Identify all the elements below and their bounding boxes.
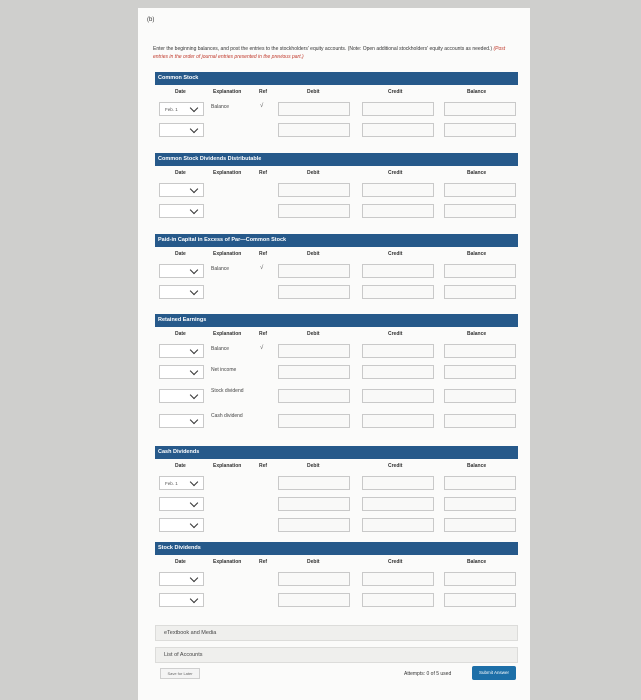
column-header-balance: Balance bbox=[467, 331, 487, 337]
balance-input[interactable] bbox=[444, 123, 516, 137]
column-header-date: Date bbox=[175, 463, 186, 469]
credit-input[interactable] bbox=[362, 572, 434, 586]
ledger-row bbox=[155, 99, 518, 120]
column-header-ref: Ref bbox=[259, 463, 268, 469]
column-header-explanation: Explanation bbox=[213, 559, 242, 565]
chevron-down-icon bbox=[190, 574, 198, 582]
ref-checkmark: √ bbox=[260, 103, 264, 109]
debit-input[interactable] bbox=[278, 593, 350, 607]
chevron-down-icon bbox=[190, 595, 198, 603]
date-select[interactable] bbox=[159, 497, 204, 511]
ref-checkmark: √ bbox=[260, 265, 264, 271]
column-header-explanation: Explanation bbox=[213, 331, 242, 337]
chevron-down-icon bbox=[190, 391, 198, 399]
column-headers bbox=[155, 327, 518, 341]
instructions-text: Enter the beginning balances, and post the entries to the stockholders' equity accounts. (Note: Open additional stockholders' equity accounts as needed.) bbox=[153, 46, 493, 52]
instructions bbox=[153, 45, 515, 61]
debit-input[interactable] bbox=[278, 285, 350, 299]
credit-input[interactable] bbox=[362, 365, 434, 379]
date-select[interactable] bbox=[159, 285, 204, 299]
column-header-date: Date bbox=[175, 559, 186, 565]
chevron-down-icon bbox=[190, 266, 198, 274]
date-select[interactable] bbox=[159, 183, 204, 197]
date-select[interactable] bbox=[159, 389, 204, 403]
date-select[interactable] bbox=[159, 204, 204, 218]
column-header-balance: Balance bbox=[467, 559, 487, 565]
balance-input[interactable] bbox=[444, 593, 516, 607]
date-select[interactable] bbox=[159, 102, 204, 116]
credit-input[interactable] bbox=[362, 497, 434, 511]
ledger-row bbox=[155, 494, 518, 515]
debit-input[interactable] bbox=[278, 414, 350, 428]
account-title: Paid-in Capital in Excess of Par—Common Stock bbox=[155, 234, 518, 247]
explanation-text: Stock dividend bbox=[211, 388, 244, 394]
chevron-down-icon bbox=[190, 104, 198, 112]
column-header-balance: Balance bbox=[467, 170, 487, 176]
account-section bbox=[155, 234, 518, 303]
column-header-debit: Debit bbox=[307, 463, 320, 469]
submit-answer-button[interactable]: Submit Answer bbox=[472, 666, 516, 680]
balance-input[interactable] bbox=[444, 476, 516, 490]
question-panel bbox=[138, 8, 530, 700]
account-title: Common Stock Dividends Distributable bbox=[155, 153, 518, 166]
column-header-explanation: Explanation bbox=[213, 463, 242, 469]
date-select[interactable] bbox=[159, 518, 204, 532]
chevron-down-icon bbox=[190, 287, 198, 295]
ledger-row bbox=[155, 261, 518, 282]
debit-input[interactable] bbox=[278, 497, 350, 511]
debit-input[interactable] bbox=[278, 476, 350, 490]
column-header-date: Date bbox=[175, 89, 186, 95]
column-header-date: Date bbox=[175, 331, 186, 337]
column-header-credit: Credit bbox=[388, 559, 403, 565]
date-select[interactable] bbox=[159, 572, 204, 586]
debit-input[interactable] bbox=[278, 389, 350, 403]
column-header-balance: Balance bbox=[467, 89, 487, 95]
column-header-explanation: Explanation bbox=[213, 251, 242, 257]
column-header-explanation: Explanation bbox=[213, 89, 242, 95]
column-headers bbox=[155, 555, 518, 569]
save-for-later-button[interactable]: Save for Later bbox=[160, 668, 200, 679]
ledger-row bbox=[155, 569, 518, 590]
account-section bbox=[155, 314, 518, 433]
column-header-credit: Credit bbox=[388, 89, 403, 95]
instructions-note: (Post entries in the order of journal entries presented in the previous part.) bbox=[153, 46, 506, 60]
column-header-ref: Ref bbox=[259, 89, 268, 95]
chevron-down-icon bbox=[190, 206, 198, 214]
column-header-date: Date bbox=[175, 170, 186, 176]
ledger-row bbox=[155, 362, 518, 383]
account-section bbox=[155, 153, 518, 222]
ledger-row bbox=[155, 383, 518, 408]
chevron-down-icon bbox=[190, 478, 198, 486]
column-header-balance: Balance bbox=[467, 463, 487, 469]
ledger-row bbox=[155, 282, 518, 303]
column-headers bbox=[155, 166, 518, 180]
credit-input[interactable] bbox=[362, 102, 434, 116]
credit-input[interactable] bbox=[362, 593, 434, 607]
credit-input[interactable] bbox=[362, 183, 434, 197]
date-value: Feb. 1 bbox=[165, 107, 178, 112]
column-header-debit: Debit bbox=[307, 251, 320, 257]
explanation-text: Balance bbox=[211, 104, 230, 110]
chevron-down-icon bbox=[190, 499, 198, 507]
column-header-credit: Credit bbox=[388, 331, 403, 337]
debit-input[interactable] bbox=[278, 365, 350, 379]
debit-input[interactable] bbox=[278, 344, 350, 358]
date-select[interactable] bbox=[159, 123, 204, 137]
ledger-row bbox=[155, 473, 518, 494]
ledger-row bbox=[155, 515, 518, 536]
date-select[interactable] bbox=[159, 593, 204, 607]
column-header-credit: Credit bbox=[388, 463, 403, 469]
account-title: Common Stock bbox=[155, 72, 518, 85]
account-title: Retained Earnings bbox=[155, 314, 518, 327]
column-header-ref: Ref bbox=[259, 559, 268, 565]
chevron-down-icon bbox=[190, 125, 198, 133]
date-select[interactable] bbox=[159, 264, 204, 278]
credit-input[interactable] bbox=[362, 518, 434, 532]
ledger-row bbox=[155, 180, 518, 201]
credit-input[interactable] bbox=[362, 414, 434, 428]
part-label: (b) bbox=[147, 17, 155, 23]
balance-input[interactable] bbox=[444, 518, 516, 532]
column-header-ref: Ref bbox=[259, 170, 268, 176]
column-header-debit: Debit bbox=[307, 331, 320, 337]
credit-input[interactable] bbox=[362, 389, 434, 403]
explanation-text: Net income bbox=[211, 367, 237, 373]
chevron-down-icon bbox=[190, 416, 198, 424]
column-header-balance: Balance bbox=[467, 251, 487, 257]
chevron-down-icon bbox=[190, 346, 198, 354]
column-header-debit: Debit bbox=[307, 559, 320, 565]
explanation-text: Balance bbox=[211, 346, 230, 352]
explanation-text: Cash dividend bbox=[211, 413, 243, 419]
balance-input[interactable] bbox=[444, 285, 516, 299]
ledger-row bbox=[155, 341, 518, 362]
column-headers bbox=[155, 459, 518, 473]
ref-checkmark: √ bbox=[260, 345, 264, 351]
balance-input[interactable] bbox=[444, 414, 516, 428]
balance-input[interactable] bbox=[444, 389, 516, 403]
column-header-ref: Ref bbox=[259, 251, 268, 257]
column-header-debit: Debit bbox=[307, 170, 320, 176]
account-section bbox=[155, 72, 518, 141]
date-select[interactable] bbox=[159, 476, 204, 490]
ledger-row bbox=[155, 590, 518, 611]
balance-input[interactable] bbox=[444, 264, 516, 278]
account-section bbox=[155, 542, 518, 611]
credit-input[interactable] bbox=[362, 344, 434, 358]
ledger-row bbox=[155, 120, 518, 141]
debit-input[interactable] bbox=[278, 572, 350, 586]
balance-input[interactable] bbox=[444, 344, 516, 358]
balance-input[interactable] bbox=[444, 497, 516, 511]
column-header-credit: Credit bbox=[388, 251, 403, 257]
date-select[interactable] bbox=[159, 414, 204, 428]
column-header-explanation: Explanation bbox=[213, 170, 242, 176]
balance-input[interactable] bbox=[444, 183, 516, 197]
ledger-row bbox=[155, 408, 518, 433]
chevron-down-icon bbox=[190, 520, 198, 528]
debit-input[interactable] bbox=[278, 204, 350, 218]
debit-input[interactable] bbox=[278, 123, 350, 137]
attempts-counter: Attempts: 0 of 5 used bbox=[404, 671, 452, 677]
credit-input[interactable] bbox=[362, 123, 434, 137]
credit-input[interactable] bbox=[362, 264, 434, 278]
ledger-row bbox=[155, 201, 518, 222]
balance-input[interactable] bbox=[444, 102, 516, 116]
date-value: Feb. 1 bbox=[165, 481, 178, 486]
explanation-text: Balance bbox=[211, 266, 230, 272]
credit-input[interactable] bbox=[362, 285, 434, 299]
balance-input[interactable] bbox=[444, 204, 516, 218]
column-headers bbox=[155, 85, 518, 99]
date-select[interactable] bbox=[159, 365, 204, 379]
debit-input[interactable] bbox=[278, 102, 350, 116]
column-header-ref: Ref bbox=[259, 331, 268, 337]
column-header-credit: Credit bbox=[388, 170, 403, 176]
column-header-debit: Debit bbox=[307, 89, 320, 95]
account-section bbox=[155, 446, 518, 536]
credit-input[interactable] bbox=[362, 476, 434, 490]
debit-input[interactable] bbox=[278, 518, 350, 532]
debit-input[interactable] bbox=[278, 264, 350, 278]
account-title: Stock Dividends bbox=[155, 542, 518, 555]
list-of-accounts-link[interactable]: List of Accounts bbox=[155, 647, 518, 663]
chevron-down-icon bbox=[190, 185, 198, 193]
date-select[interactable] bbox=[159, 344, 204, 358]
credit-input[interactable] bbox=[362, 204, 434, 218]
balance-input[interactable] bbox=[444, 365, 516, 379]
account-title: Cash Dividends bbox=[155, 446, 518, 459]
chevron-down-icon bbox=[190, 367, 198, 375]
debit-input[interactable] bbox=[278, 183, 350, 197]
etextbook-link[interactable]: eTextbook and Media bbox=[155, 625, 518, 641]
balance-input[interactable] bbox=[444, 572, 516, 586]
column-headers bbox=[155, 247, 518, 261]
column-header-date: Date bbox=[175, 251, 186, 257]
